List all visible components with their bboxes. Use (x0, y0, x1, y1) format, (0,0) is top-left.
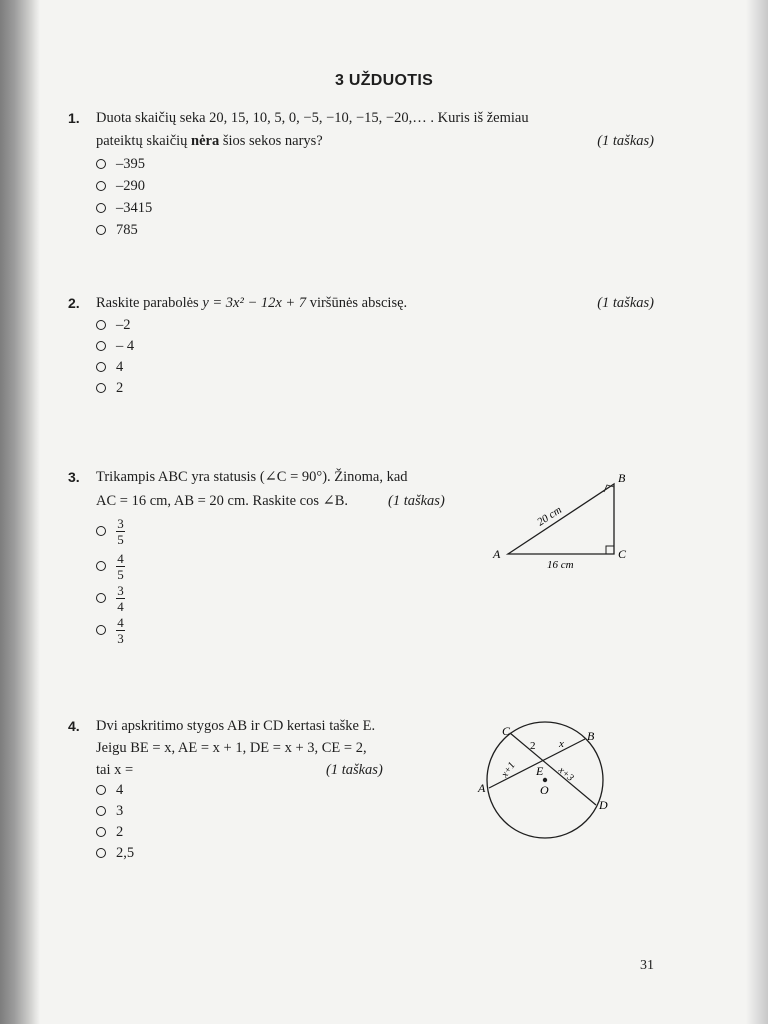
center-point (543, 778, 547, 782)
vertex-label-a: A (493, 547, 501, 561)
question-number: 3. (68, 469, 80, 485)
segment-label-be: x (559, 738, 564, 750)
point-label-b: B (587, 729, 595, 743)
question-number: 1. (68, 110, 80, 126)
triangle-shape (508, 484, 614, 554)
hypotenuse-label: 20 cm (535, 503, 564, 529)
answer-option[interactable]: – 4 (96, 335, 134, 358)
radio-circle-icon[interactable] (96, 526, 106, 536)
radio-circle-icon[interactable] (96, 181, 106, 191)
chord-cd (510, 733, 596, 805)
answer-option[interactable]: 4 (96, 779, 123, 802)
segment-label-ce: 2 (530, 740, 536, 752)
circle-figure (470, 718, 620, 850)
binding-shadow (0, 0, 40, 1024)
answer-option[interactable] (96, 616, 125, 645)
radio-circle-icon[interactable] (96, 593, 106, 603)
page-number: 31 (640, 958, 654, 973)
radio-circle-icon[interactable] (96, 159, 106, 169)
point-label-c: C (502, 724, 511, 738)
question-text: pateiktų skaičių nėra šios sekos narys? (96, 133, 323, 149)
answer-option[interactable] (96, 584, 125, 613)
vertex-label-b: B (618, 471, 626, 485)
triangle-figure (490, 466, 640, 581)
emphasis: nėra (191, 133, 220, 149)
fraction: $\frac{3}{5}$ (117, 516, 124, 547)
answer-option[interactable]: 3 (96, 800, 123, 823)
fraction: $\frac{4}{3}$ (117, 615, 124, 646)
answer-option[interactable]: 4 (96, 356, 123, 379)
point-label-o: O (540, 783, 549, 797)
points-label: (1 taškas) (597, 295, 654, 311)
question-3 (68, 466, 468, 651)
point-label-e: E (536, 764, 544, 778)
question-text: Dvi apskritimo stygos AB ir CD kertasi taške E. (96, 718, 376, 734)
points-label: (1 taškas) (326, 762, 383, 778)
answer-option[interactable]: 2 (96, 377, 123, 400)
angle-marker (604, 485, 614, 492)
fraction: $\frac{3}{4}$ (117, 583, 124, 614)
radio-circle-icon[interactable] (96, 848, 106, 858)
radio-circle-icon[interactable] (96, 203, 106, 213)
answer-option[interactable]: 2 (96, 821, 123, 844)
question-number: 4. (68, 718, 80, 734)
answer-option[interactable]: –395 (96, 153, 145, 176)
radio-circle-icon[interactable] (96, 225, 106, 235)
segment-label-de: x+3 (556, 764, 576, 784)
question-text: Raskite parabolės y = 3x² − 12x + 7 viršūnės abscisę. (96, 295, 408, 311)
vertex-label-c: C (618, 547, 627, 561)
points-label: (1 taškas) (388, 493, 445, 509)
radio-circle-icon[interactable] (96, 362, 106, 372)
radio-circle-icon[interactable] (96, 806, 106, 816)
radio-circle-icon[interactable] (96, 827, 106, 837)
base-label: 16 cm (547, 559, 574, 571)
answer-option[interactable]: –3415 (96, 197, 152, 220)
question-4 (68, 715, 468, 865)
answer-option[interactable]: –290 (96, 175, 145, 198)
answer-option[interactable]: 785 (96, 219, 138, 242)
radio-circle-icon[interactable] (96, 625, 106, 635)
answer-option[interactable]: –2 (96, 314, 131, 337)
question-text: tai x = (96, 762, 134, 778)
question-text: Duota skaičių seka 20, 15, 10, 5, 0, −5, −10, −15, −20,… . Kuris iš žemiau (96, 110, 529, 126)
right-angle-marker (606, 546, 614, 554)
question-text: Jeigu BE = x, AE = x + 1, DE = x + 3, CE = 2, (96, 740, 367, 756)
fraction: $\frac{4}{5}$ (117, 551, 124, 582)
page-edge (746, 0, 768, 1024)
point-label-d: D (599, 798, 608, 812)
radio-circle-icon[interactable] (96, 383, 106, 393)
formula: y = 3x² − 12x + 7 (202, 295, 307, 311)
answer-option[interactable]: 2,5 (96, 842, 134, 865)
segment-label-ae: x+1 (499, 760, 518, 780)
question-1 (68, 107, 658, 242)
answer-option[interactable] (96, 517, 125, 546)
radio-circle-icon[interactable] (96, 561, 106, 571)
radio-circle-icon[interactable] (96, 320, 106, 330)
question-text: AC = 16 cm, AB = 20 cm. Raskite cos ∠B. (96, 493, 349, 509)
question-number: 2. (68, 295, 80, 311)
point-label-a: A (478, 781, 486, 795)
question-text: Trikampis ABC yra statusis (∠C = 90°). Žinoma, kad (96, 469, 408, 485)
answer-option[interactable] (96, 552, 125, 581)
page-title: 3 UŽDUOTIS (334, 72, 434, 89)
points-label: (1 taškas) (597, 133, 654, 149)
radio-circle-icon[interactable] (96, 785, 106, 795)
radio-circle-icon[interactable] (96, 341, 106, 351)
question-2 (68, 292, 658, 402)
